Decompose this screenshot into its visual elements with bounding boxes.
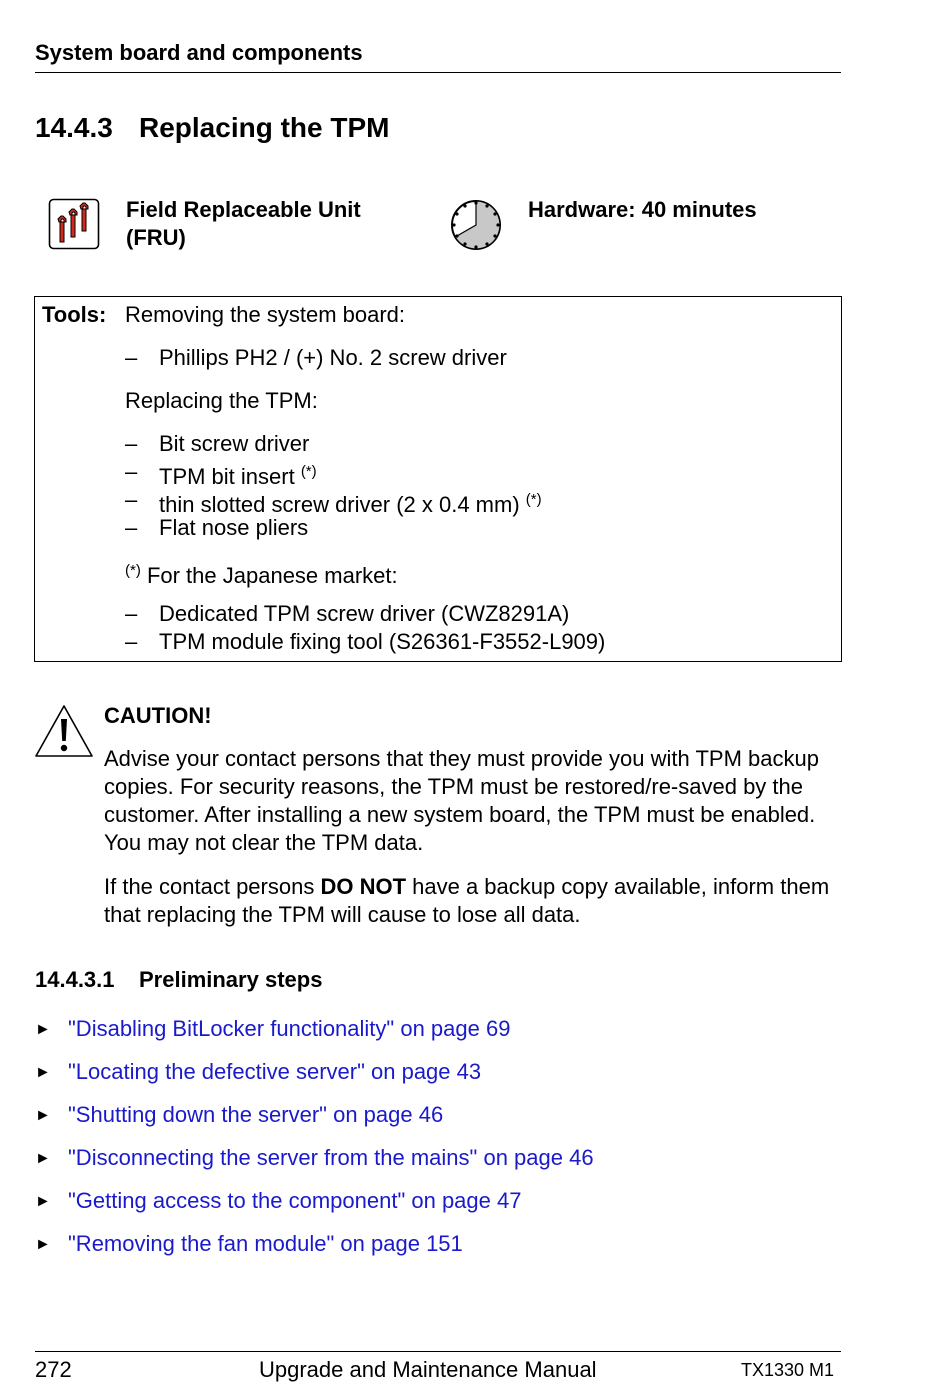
section-heading [35, 112, 389, 144]
tool-item: Dedicated TPM screw driver (CWZ8291A) [159, 601, 570, 626]
tools-label: Tools: [42, 302, 107, 327]
dash-bullet: – [125, 431, 138, 456]
dash-bullet: – [125, 487, 138, 512]
replacing-heading: Replacing the TPM: [125, 388, 318, 413]
step-item [35, 1101, 443, 1130]
caution-paragraph: Advise your contact persons that they must provide you with TPM backup copies. For security reasons, the TPM must be restored/re-saved by the customer. After installing a new system board, the TPM must be enabled. You may not clear the TPM data. [104, 746, 819, 855]
tool-item: Phillips PH2 / (+) No. 2 screw driver [159, 345, 507, 370]
dash-bullet: – [125, 345, 138, 370]
step-link[interactable]: "Getting access to the component" on page 47 [68, 1188, 522, 1213]
manual-title: Upgrade and Maintenance Manual [259, 1357, 597, 1382]
dash-bullet: – [125, 459, 138, 484]
tool-item: TPM module fixing tool (S26361-F3552-L909) [159, 629, 606, 654]
dash-bullet: – [125, 601, 138, 626]
footnote-line [125, 557, 398, 590]
emphasis: DO NOT [320, 874, 407, 899]
tool-item-text: thin slotted screw driver (2 x 0.4 mm) [159, 492, 526, 517]
running-header: System board and components [35, 40, 363, 65]
step-item [35, 1187, 521, 1216]
warning-triangle-icon [33, 703, 95, 759]
dash-bullet: – [125, 629, 138, 654]
clock-icon [449, 198, 503, 252]
subsection-number: 14.4.3.1 [35, 967, 115, 992]
footer-divider [35, 1351, 841, 1352]
step-item [35, 1058, 481, 1087]
caution-title: CAUTION! [104, 703, 212, 728]
footnote-text: For the Japanese market: [140, 563, 398, 588]
model-name: TX1330 M1 [741, 1360, 835, 1380]
footnote-mark: (*) [125, 562, 141, 579]
subsection-heading [35, 967, 322, 993]
fru-tools-icon [48, 198, 100, 250]
step-link[interactable]: "Disconnecting the server from the mains" on page 46 [68, 1145, 594, 1170]
fru-label-line1: Field Replaceable Unit [126, 197, 361, 222]
step-link[interactable]: "Shutting down the server" on page 46 [68, 1102, 444, 1127]
arrow-bullet-icon: ► [35, 1107, 51, 1124]
step-link[interactable]: "Disabling BitLocker functionality" on page 69 [68, 1016, 511, 1041]
arrow-bullet-icon: ► [35, 1021, 51, 1038]
arrow-bullet-icon: ► [35, 1193, 51, 1210]
tool-item: Flat nose pliers [159, 515, 309, 540]
tool-item-text: TPM bit insert [159, 464, 301, 489]
arrow-bullet-icon: ► [35, 1236, 51, 1253]
removing-heading: Removing the system board: [125, 302, 406, 327]
arrow-bullet-icon: ► [35, 1150, 51, 1167]
caution-paragraph: If the contact persons DO NOT have a backup copy available, inform them that replacing the TPM will cause to lose all data. [104, 874, 830, 927]
subsection-title: Preliminary steps [139, 967, 323, 992]
step-item [35, 1015, 510, 1044]
footnote-mark: (*) [525, 491, 542, 508]
hardware-time-label: Hardware: 40 minutes [528, 197, 757, 222]
step-item [35, 1144, 594, 1173]
step-link[interactable]: "Locating the defective server" on page 43 [68, 1059, 482, 1084]
section-number: 14.4.3 [35, 112, 113, 143]
page-number: 272 [35, 1357, 72, 1382]
dash-bullet: – [125, 515, 138, 540]
fru-label-line2: (FRU) [126, 225, 186, 250]
header-divider [35, 72, 841, 73]
arrow-bullet-icon: ► [35, 1064, 51, 1081]
fru-label [126, 196, 361, 252]
section-title: Replacing the TPM [139, 112, 390, 143]
step-item [35, 1230, 463, 1259]
step-link[interactable]: "Removing the fan module" on page 151 [68, 1231, 463, 1256]
footnote-mark: (*) [300, 463, 317, 480]
tool-item: Bit screw driver [159, 431, 310, 456]
